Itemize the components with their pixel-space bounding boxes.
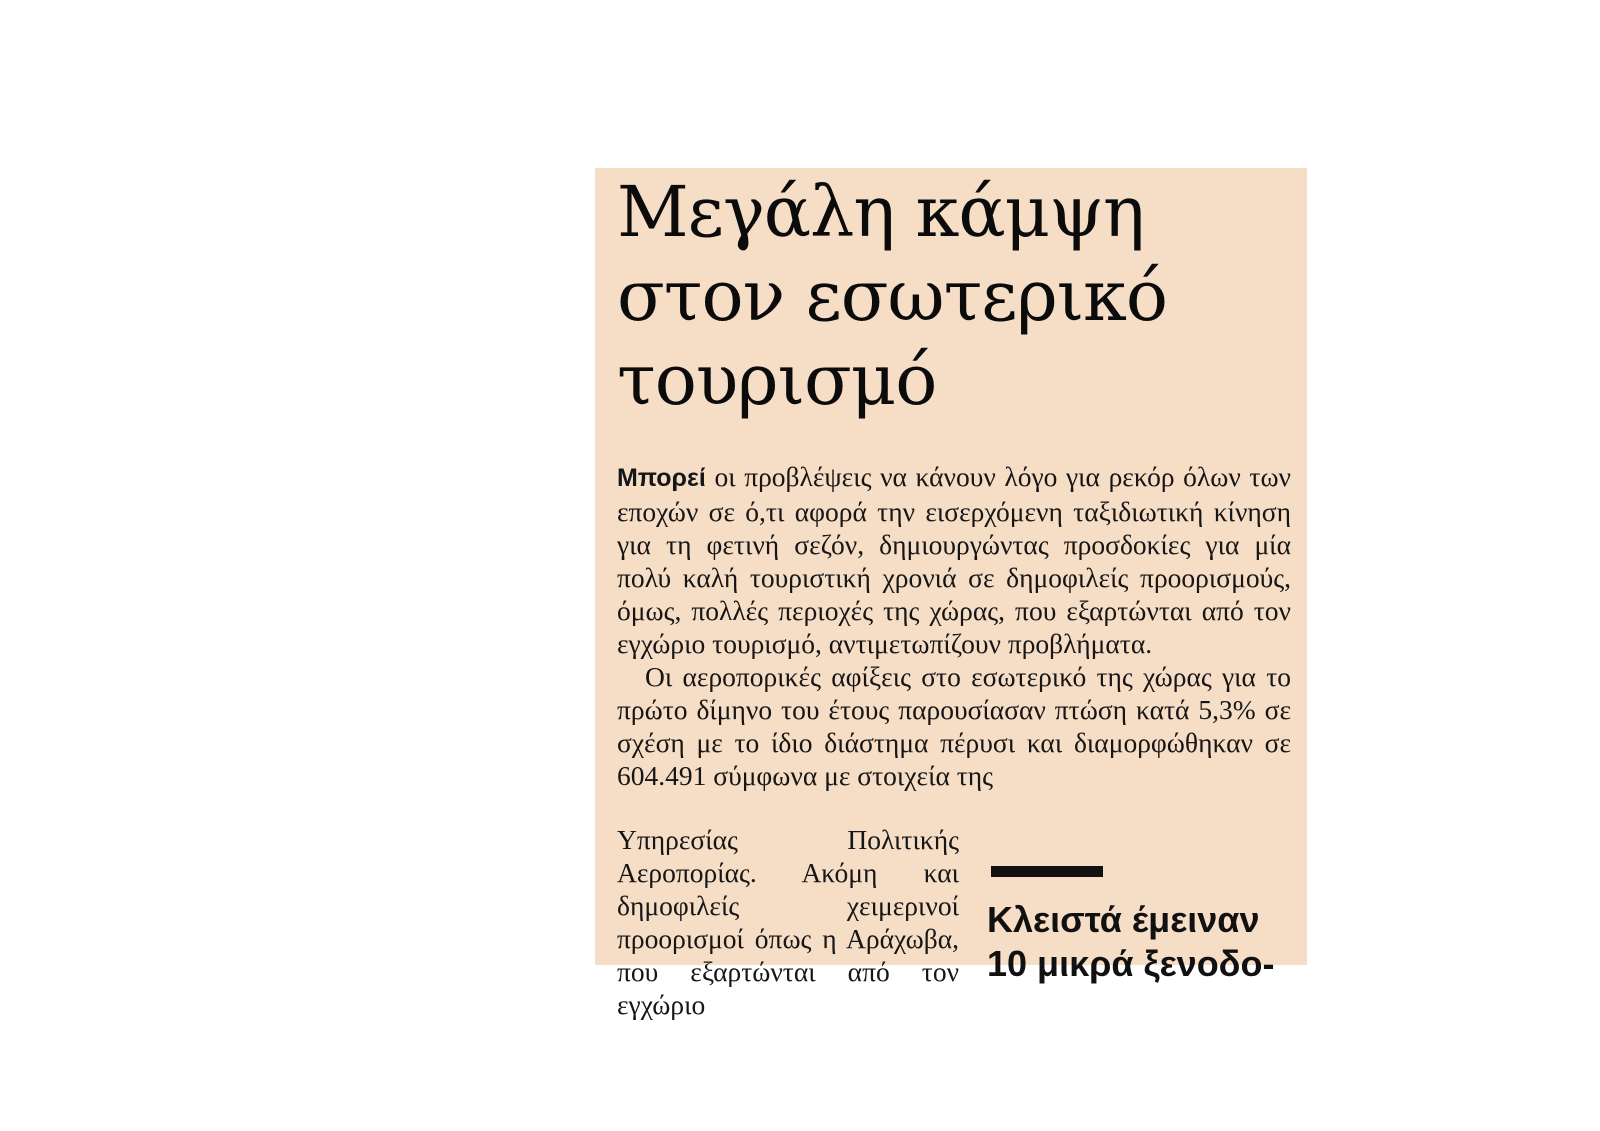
article-body-wide-column <box>617 460 1291 792</box>
newspaper-clipping <box>595 168 1307 1020</box>
article-subhead <box>987 898 1297 986</box>
article-body-narrow-column <box>617 823 959 1021</box>
subhead-line-2: 10 μικρά ξενοδο- <box>987 943 1275 984</box>
headline-line-3: τουρισμό <box>617 339 937 421</box>
subhead-line-1: Κλειστά έμειναν <box>987 899 1260 940</box>
headline-line-1: Μεγάλη κάμψη <box>617 171 1144 253</box>
article-paragraph-1 <box>617 460 1291 660</box>
article-paragraph-2-continued: Υπηρεσίας Πολιτικής Αεροπορίας. Ακόμη και δημοφιλείς χειμερινοί προορισμοί όπως η Αράχωβα, που εξαρτώνται από τον εγχώριο <box>617 824 959 1020</box>
article-paragraph-2: Οι αεροπορικές αφίξεις στο εσωτερικό της χώρας για το πρώτο δίμηνο του έτους παρουσίασαν πτώση κατά 5,3% σε σχέση με το ίδιο διάστημα πέρυσι και διαμορφώθηκαν σε 604.491 σύμφωνα με στοιχεία της <box>617 661 1291 791</box>
lead-word: Μπορεί <box>617 464 706 492</box>
article-headline <box>617 170 1257 422</box>
headline-line-2: στον εσωτερικό <box>617 255 1168 337</box>
paragraph-1-text: οι προβλέψεις να κάνουν λόγο για ρεκόρ όλων των εποχών σε ό,τι αφορά την εισερχόμενη ταξιδιωτική κίνηση για τη φετινή σεζόν, δημιουργώντας προσδοκίες για μία πολύ καλή τουριστική χρονιά σε δημοφιλείς προορισμούς, όμως, πολλές περιοχές της χώρας, που εξαρτώνται από τον εγχώριο τουρισμό, αντιμετωπίζουν προβλήματα. <box>617 461 1291 659</box>
subhead-rule <box>991 866 1103 877</box>
